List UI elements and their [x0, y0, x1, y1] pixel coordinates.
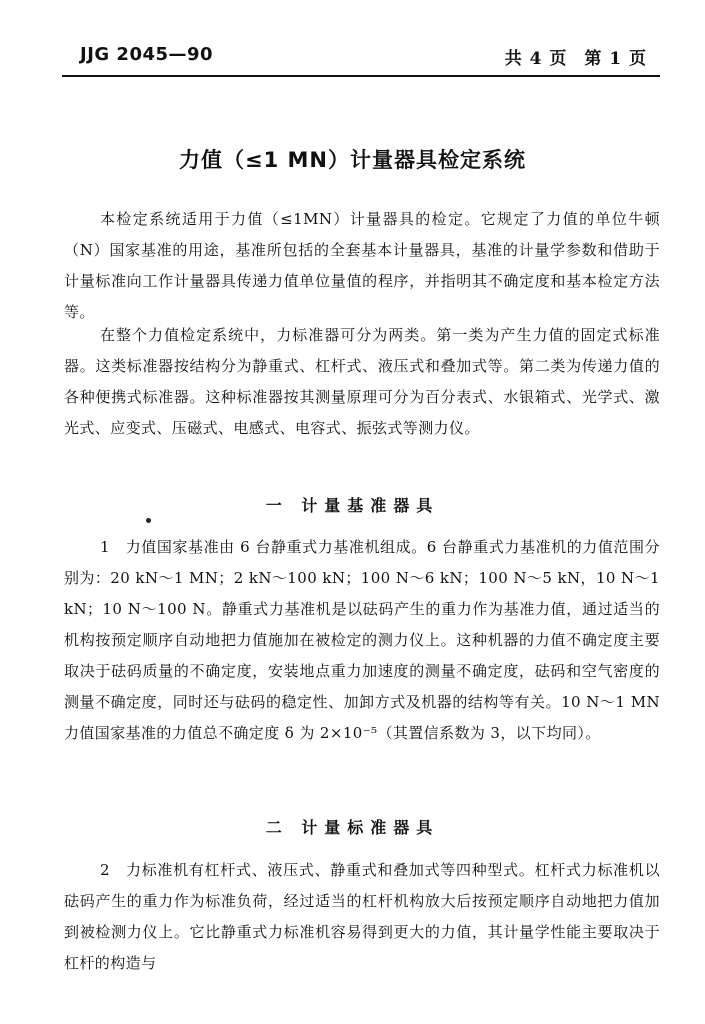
- standard-code: JJG 2045—90: [80, 44, 214, 65]
- section-heading-1: 一 计量基准器具: [265, 496, 440, 515]
- section-2-paragraph: 2 力标准机有杠杆式、液压式、静重式和叠加式等四种型式。杠杆式力标准机以砝码产生的重力作为标准负荷，经过适当的杠杆机构放大后按预定顺序自动地把力值加到被检测力仪上。它比静重式力标准机容易得到更大的力值，其计量学性能主要取决于杠杆的构造与: [64, 861, 660, 972]
- document-title: 力值（≤1 MN）计量器具检定系统: [179, 148, 526, 172]
- intro-paragraph-2: 在整个力值检定系统中，力标准器可分为两类。第一类为产生力值的固定式标准器。这类标准器按结构分为静重式、杠杆式、液压式和叠加式等。第二类为传递力值的各种便携式标准器。这种标准器按其测量原理可分为百分表式、水银箱式、光学式、激光式、应变式、压磁式、电感式、电容式、振弦式等测力仪。: [64, 326, 660, 437]
- intro-paragraph-1: 本检定系统适用于力值（≤1MN）计量器具的检定。它规定了力值的单位牛顿（N）国家基准的用途，基准所包括的全套基本计量器具，基准的计量学参数和借助于计量标准向工作计量器具传递力值单位量值的程序，并指明其不确定度和基本检定方法等。: [64, 210, 660, 321]
- scan-speck: [146, 518, 151, 523]
- section-heading-2: 二 计量标准器具: [265, 818, 440, 837]
- total-pages: 共 4 页: [504, 49, 568, 69]
- page-info: [505, 44, 647, 69]
- section-1-paragraph: 1 力值国家基准由 6 台静重式力基准机组成。6 台静重式力基准机的力值范围分别为：20 kN～1 MN；2 kN～100 kN；100 N～6 kN；100 N～5 kN，10 N～1 kN；10 N～100 N。静重式力基准机是以砝码产生的重力作为基准力值，通过适当的机构按预定顺序自动地把力值施加在被检定的测力仪上。这种机器的力值不确定度主要取决于砝码质量的不确定度，安装地点重力加速度的测量不确定度，砝码和空气密度的测量不确定度，同时还与砝码的稳定性、加卸方式及机器的结构等有关。10 N～1 MN 力值国家基准的力值总不确定度 δ 为 2×10⁻⁵（其置信系数为 3，以下均同）。: [64, 538, 660, 742]
- header-divider: [62, 75, 660, 77]
- current-page: 第 1 页: [584, 49, 647, 69]
